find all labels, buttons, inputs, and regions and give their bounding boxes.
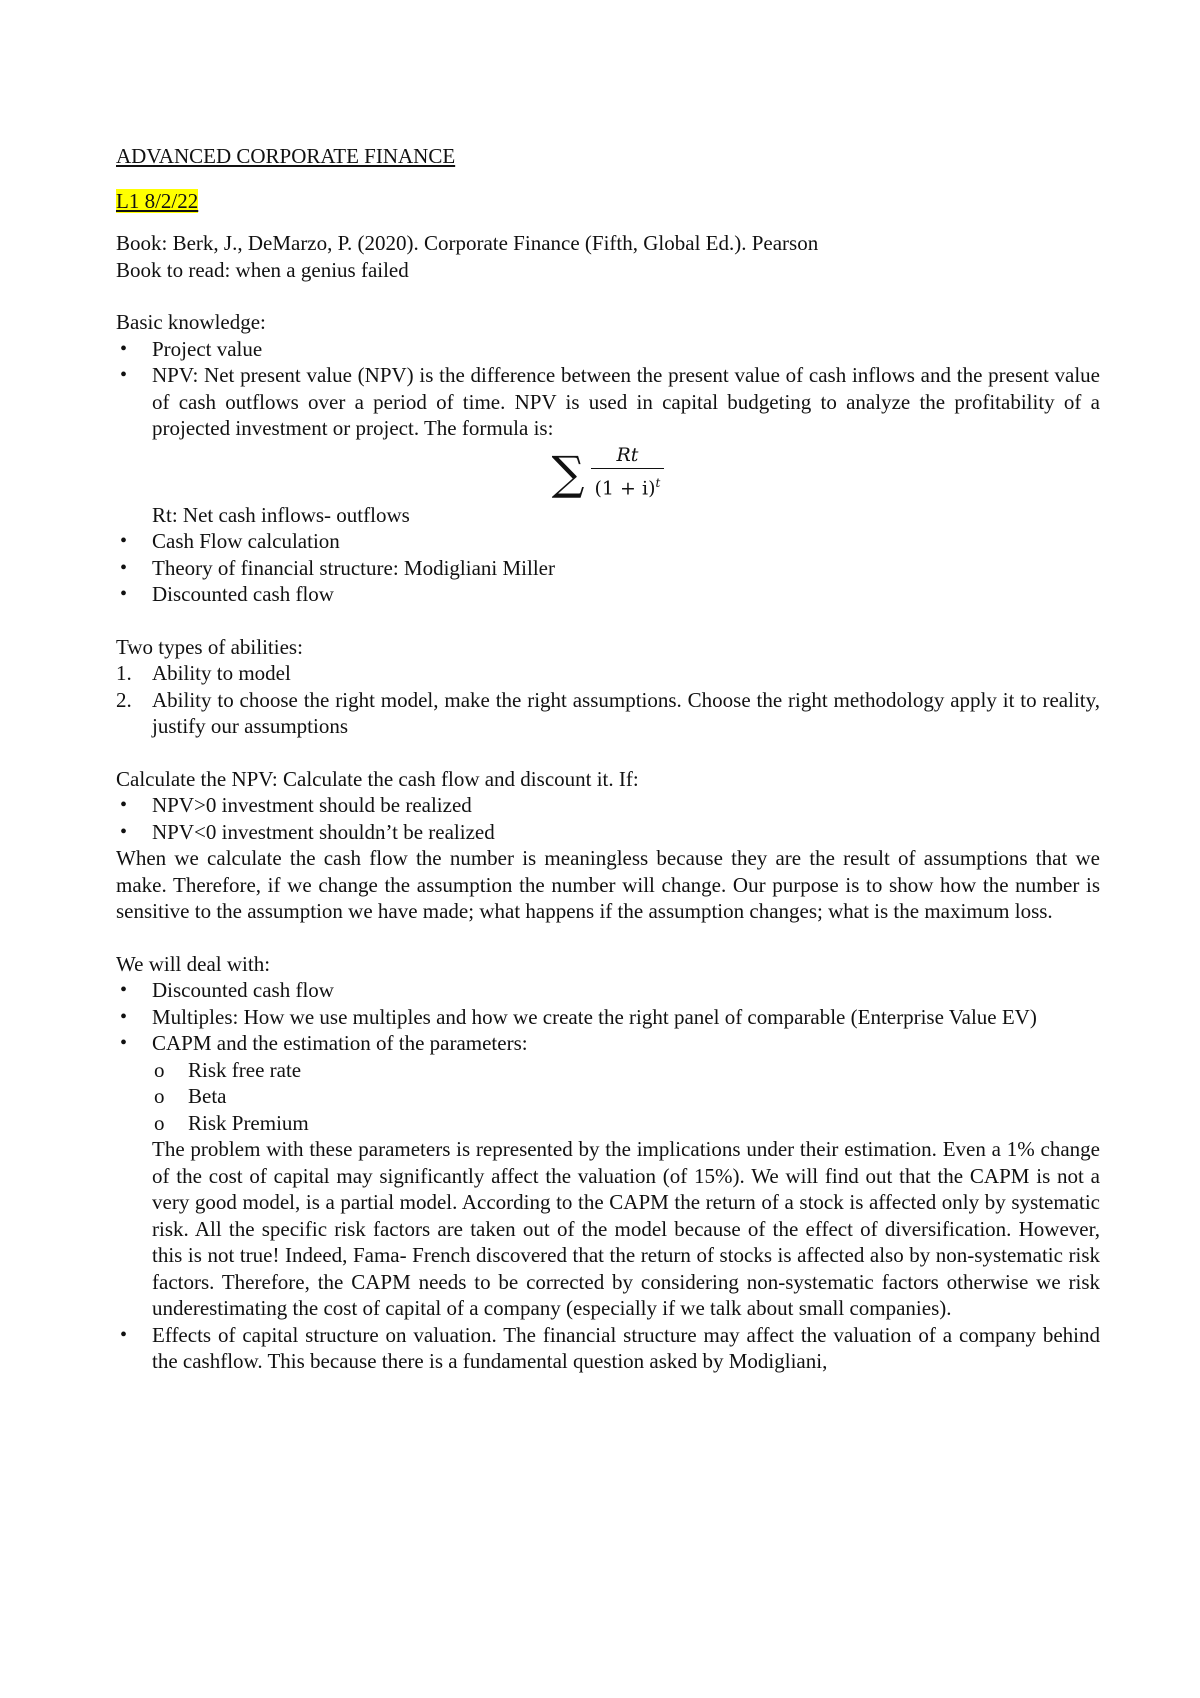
list-item: • Discounted cash flow [120, 978, 334, 1002]
document-title: ADVANCED CORPORATE FINANCE [116, 144, 456, 168]
list-item: • Cash Flow calculation [120, 529, 340, 553]
circle-bullet-icon: o [154, 1084, 165, 1108]
formula-numerator: Rt [616, 444, 639, 467]
npv-calc-heading: Calculate the NPV: Calculate the cash flow and discount it. If: [116, 766, 639, 791]
item-number: 2. [116, 687, 132, 712]
capm-parameters-list [116, 1057, 1100, 1137]
deal-with-list [116, 977, 1100, 1375]
rt-definition: Rt: Net cash inflows- outflows [152, 502, 410, 527]
list-item: • Project value [120, 336, 263, 361]
deal-with-heading: We will deal with: [116, 951, 271, 976]
bullet-icon: • [120, 1005, 128, 1028]
lecture-label [116, 188, 1100, 215]
bullet-icon: • [120, 337, 128, 360]
numbered-item: 2. Ability to choose the right model, make the right assumptions. Choose the right methodology apply it to reality, justify our assumptions [116, 687, 1100, 738]
capm-paragraph: The problem with these parameters is represented by the implications under their estimation. Even a 1% change of the cost of capital may significantly affect the valuation (of 15%). We will find out that the CAPM is not a very good model, is a partial model. According to the CAPM the return of a stock is affected only by systematic risk. All the specific risk factors are taken out of the model because of the effect of diversification. However, this is not true! Indeed, Fama- French discovered that the return of stocks is affected also by non-systematic risk factors. Therefore, the CAPM needs to be corrected by considering non-systematic factors otherwise we risk underestimating the cost of capital of a company (especially if we talk about small companies). [152, 1137, 1100, 1320]
bullet-icon: • [120, 794, 128, 816]
npv-formula [116, 444, 1100, 502]
abilities-list [116, 660, 1100, 740]
list-item-capm: • CAPM and the estimation of the parameters: o Risk free rate o Beta o Risk Premium The problem with these parameters is represented by the implications under their estimation. Even a 1% change of the cost of capital may significantly affect the valuation (of 15%). We will find out that the CAPM is not a very good model, is a partial model. According to the CAPM the return of a stock is affected only by systematic risk. All the specific risk factors are taken out of the model because of the effect of diversification. However, this is not true! Indeed, Fama- French discovered that the return of stocks is affected also by non-systematic risk factors. Therefore, the CAPM needs to be corrected by considering non-systematic factors otherwise we risk underestimating the cost of capital of a company (especially if we talk about small companies). [116, 1030, 1100, 1322]
basic-knowledge-list [116, 336, 1100, 442]
bullet-icon: • [120, 1323, 128, 1346]
circle-bullet-icon: o [154, 1110, 165, 1135]
sub-list-item: o Beta [154, 1084, 227, 1108]
list-item: • NPV>0 investment should be realized [120, 793, 472, 817]
npv-condition-list [116, 792, 1100, 845]
lecture-label-highlight: L1 8/2/22 [116, 188, 199, 213]
sub-list-item: o Risk Premium [154, 1110, 309, 1135]
summation-symbol: ∑ [551, 445, 585, 500]
bullet-icon: • [120, 530, 128, 552]
sub-list-item: o Risk free rate [154, 1057, 302, 1082]
list-item: • NPV<0 investment shouldn’t be realized [120, 819, 495, 844]
list-item: • Discounted cash flow [120, 582, 334, 606]
document-body [116, 143, 1100, 1375]
bullet-icon: • [120, 1032, 128, 1054]
list-item: • Multiples: How we use multiples and how we create the right panel of comparable (Enterprise Value EV) [120, 1004, 1037, 1029]
bullet-icon: • [120, 979, 128, 1001]
basic-knowledge-list-continued [116, 528, 1100, 608]
formula-fraction [591, 444, 665, 500]
book-reference: Book: Berk, J., DeMarzo, P. (2020). Corporate Finance (Fifth, Global Ed.). Pearson [116, 231, 819, 255]
list-item: • Theory of financial structure: Modigliani Miller [120, 555, 555, 580]
item-number: 1. [116, 661, 132, 685]
bullet-icon: • [120, 556, 128, 579]
bullet-icon: • [120, 583, 128, 605]
numbered-item: 1. Ability to model [116, 661, 291, 685]
bullet-icon: • [120, 364, 128, 386]
formula-exponent: t [655, 476, 661, 491]
abilities-heading: Two types of abilities: [116, 634, 303, 659]
formula-denominator: $(1 + i)^t$ [591, 468, 665, 500]
bullet-icon: • [120, 820, 128, 843]
list-item-npv: • NPV: Net present value (NPV) is the difference between the present value of cash inflows and the present value of cash outflows over a period of time. NPV is used in capital budgeting to analyze the profitability of a projected investment or project. The formula is: [120, 363, 1100, 440]
basic-knowledge-heading: Basic knowledge: [116, 310, 266, 334]
list-item: • Effects of capital structure on valuation. The financial structure may affect the valuation of a company behind the cashflow. This because there is a fundamental question asked by Modigliani, [120, 1322, 1100, 1373]
npv-paragraph: When we calculate the cash flow the number is meaningless because they are the result of assumptions that we make. Therefore, if we change the assumption the number will change. Our purpose is to show how the number is sensitive to the assumption we have made; what happens if the assumption changes; what is the maximum loss. [116, 846, 1100, 923]
circle-bullet-icon: o [154, 1057, 165, 1082]
book-to-read: Book to read: when a genius failed [116, 257, 409, 282]
